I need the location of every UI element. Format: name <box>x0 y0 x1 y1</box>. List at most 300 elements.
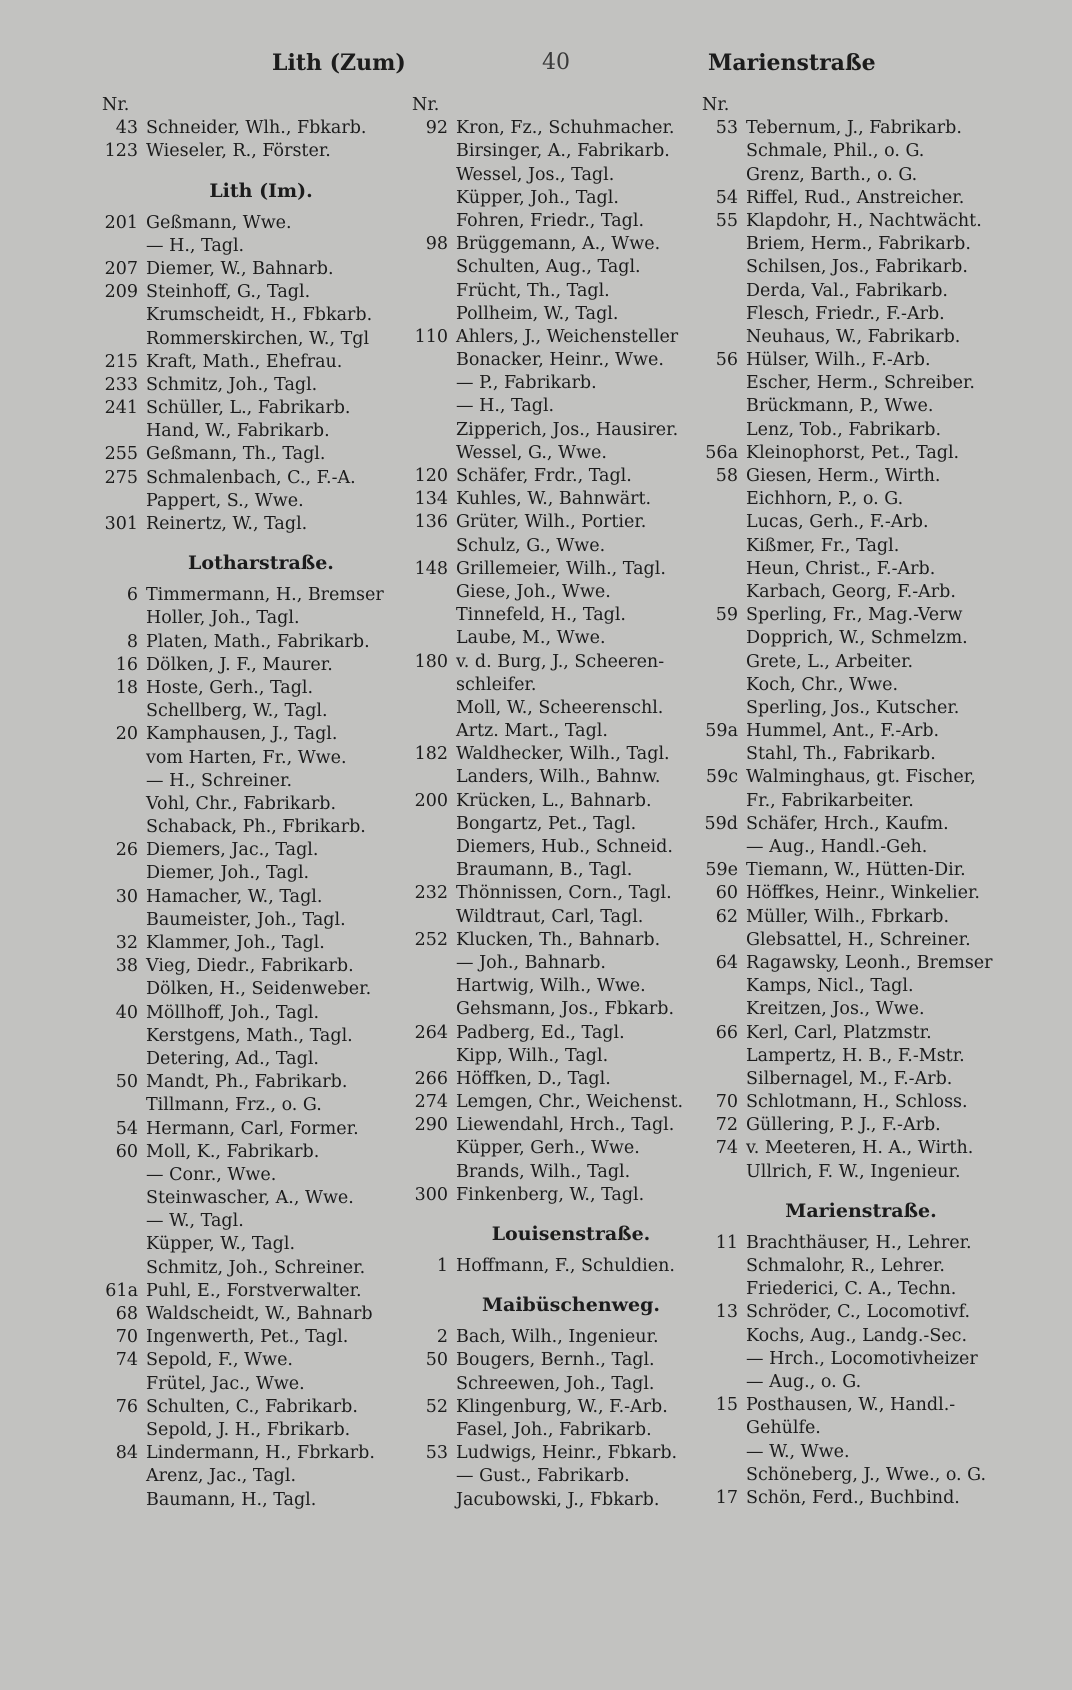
directory-entry <box>102 258 420 281</box>
resident-entry: Posthausen, W., Handl.- <box>746 1395 956 1416</box>
resident-entry: Hermann, Carl, Former. <box>146 1118 359 1139</box>
directory-entry <box>102 955 420 978</box>
resident-entry: Schellberg, W., Tagl. <box>146 701 328 722</box>
directory-entry <box>412 651 730 674</box>
resident-entry: Grüter, Wilh., Portier. <box>456 512 647 533</box>
resident-entry: vom Harten, Fr., Wwe. <box>146 747 347 768</box>
street-heading: Louisenstraße. <box>491 1223 651 1245</box>
directory-entry <box>702 1091 1020 1114</box>
resident-entry: Landers, Wilh., Bahnw. <box>456 767 661 788</box>
directory-entry <box>702 813 1020 836</box>
directory-entry <box>102 281 420 304</box>
directory-entry <box>702 674 1020 697</box>
resident-entry: Fasel, Joh., Fabrikarb. <box>456 1419 652 1440</box>
resident-entry: Hoste, Gerh., Tagl. <box>146 677 314 698</box>
directory-entry <box>412 1326 730 1349</box>
house-number: 16 <box>115 654 138 675</box>
directory-entry <box>102 1442 420 1465</box>
resident-entry: Müller, Wilh., Fbrkarb. <box>746 906 950 927</box>
house-number: 136 <box>414 512 448 533</box>
resident-entry: Gehsmann, Jos., Fbkarb. <box>456 999 675 1020</box>
house-number: 13 <box>715 1302 738 1323</box>
directory-entry <box>702 1114 1020 1137</box>
house-number: 148 <box>414 558 448 579</box>
house-number: 98 <box>425 234 448 255</box>
house-number: 59e <box>705 860 738 881</box>
directory-entry <box>412 280 730 303</box>
directory-entry <box>102 1002 420 1025</box>
resident-entry: Pappert, S., Wwe. <box>146 490 304 511</box>
resident-entry: — Aug., o. G. <box>746 1371 862 1392</box>
resident-entry: Waldscheidt, W., Bahnarb <box>146 1304 373 1324</box>
house-number: 182 <box>414 744 448 765</box>
resident-entry: Baumann, H., Tagl. <box>146 1489 317 1510</box>
directory-entry <box>412 836 730 859</box>
resident-entry: Ingenwerth, Pet., Tagl. <box>146 1327 349 1348</box>
directory-entry <box>702 1045 1020 1068</box>
directory-entry <box>102 839 420 862</box>
directory-entry <box>412 720 730 743</box>
directory-entry <box>412 1091 730 1114</box>
house-number: 123 <box>104 141 138 162</box>
directory-entry <box>702 1278 1020 1301</box>
page-number: 40 <box>542 50 570 75</box>
resident-entry: Schröder, C., Locomotivf. <box>746 1302 971 1323</box>
house-number: 52 <box>425 1396 448 1417</box>
directory-entry <box>102 793 420 816</box>
resident-entry: Wessel, G., Wwe. <box>456 442 607 463</box>
directory-entry <box>412 326 730 349</box>
house-number: 264 <box>414 1022 448 1043</box>
house-number: 60 <box>115 1141 138 1162</box>
directory-entry <box>102 374 420 397</box>
directory-entry <box>102 1025 420 1048</box>
directory-entry <box>412 558 730 581</box>
house-number: 59a <box>705 721 738 742</box>
house-number: 18 <box>115 677 138 698</box>
directory-entry <box>412 395 730 418</box>
resident-entry: Schulten, C., Fabrikarb. <box>146 1396 358 1417</box>
directory-entry <box>702 442 1020 465</box>
resident-entry: Stahl, Th., Fabrikarb. <box>746 744 936 765</box>
directory-entry <box>412 1349 730 1372</box>
house-number: 8 <box>126 631 138 652</box>
resident-entry: Diemer, W., Bahnarb. <box>146 258 334 279</box>
directory-entry <box>702 627 1020 650</box>
directory-entry <box>702 1487 1020 1510</box>
house-number: 43 <box>115 118 138 139</box>
directory-entry <box>102 1071 420 1094</box>
directory-entry <box>102 607 420 630</box>
resident-entry: Ahlers, J., Weichensteller <box>456 326 679 347</box>
resident-entry: Bougers, Bernh., Tagl. <box>456 1350 655 1371</box>
resident-entry: Schüller, L., Fabrikarb. <box>146 398 351 419</box>
resident-entry: Küpper, W., Tagl. <box>146 1234 296 1255</box>
resident-entry: Höffken, D., Tagl. <box>456 1068 611 1089</box>
resident-entry: Höffkes, Heinr., Winkelier. <box>746 883 980 904</box>
resident-entry: Koch, Chr., Wwe. <box>746 674 899 695</box>
resident-entry: Güllering, P. J., F.-Arb. <box>746 1115 941 1136</box>
directory-entry <box>102 1164 420 1187</box>
resident-entry: Riffel, Rud., Anstreicher. <box>746 187 965 208</box>
house-number: 255 <box>104 444 138 465</box>
resident-entry: Schön, Ferd., Buchbind. <box>746 1487 960 1508</box>
directory-entry <box>102 1118 420 1141</box>
directory-entry <box>102 1233 420 1256</box>
directory-entry <box>702 1394 1020 1417</box>
resident-entry: Wessel, Jos., Tagl. <box>456 164 615 185</box>
resident-entry: Laube, M., Wwe. <box>456 628 606 649</box>
resident-entry: Silbernagel, M., F.-Arb. <box>746 1068 953 1089</box>
column-nr-label: Nr. <box>702 95 730 115</box>
resident-entry: — Joh., Bahnarb. <box>456 952 606 973</box>
directory-entry <box>702 280 1020 303</box>
directory-entry <box>412 1465 730 1488</box>
directory-entry <box>702 210 1020 233</box>
directory-entry <box>102 235 420 258</box>
house-number: 58 <box>715 466 738 486</box>
house-number: 62 <box>715 906 738 927</box>
resident-entry: Schaback, Ph., Fbrikarb. <box>146 817 366 838</box>
directory-entry <box>702 349 1020 372</box>
house-number: 300 <box>414 1184 448 1205</box>
resident-entry: Wieseler, R., Förster. <box>146 141 331 162</box>
directory-entry <box>702 975 1020 998</box>
resident-entry: Krumscheidt, H., Fbkarb. <box>146 305 373 326</box>
house-number: 50 <box>425 1350 448 1371</box>
house-number: 275 <box>104 467 138 488</box>
directory-entry <box>102 1210 420 1233</box>
resident-entry: Puhl, E., Forstverwalter. <box>146 1280 362 1301</box>
resident-entry: Schlotmann, H., Schloss. <box>746 1092 968 1113</box>
house-number: 68 <box>115 1304 138 1324</box>
resident-entry: Dölken, J. F., Maurer. <box>146 654 333 675</box>
directory-entry <box>412 1022 730 1045</box>
directory-entry <box>412 929 730 952</box>
street-heading: Maibüschenweg. <box>482 1294 660 1317</box>
resident-entry: Kamps, Nicl., Tagl. <box>746 976 914 997</box>
directory-entry <box>102 420 420 443</box>
directory-entry <box>702 859 1020 882</box>
house-number: 40 <box>115 1002 138 1023</box>
directory-entry <box>702 256 1020 279</box>
street-heading: Lith (Im). <box>209 179 313 202</box>
resident-entry: Krücken, L., Bahnarb. <box>456 790 652 811</box>
directory-entry <box>412 1184 730 1207</box>
resident-entry: Geßmann, Th., Tagl. <box>146 444 326 465</box>
house-number: 56 <box>715 350 738 371</box>
resident-entry: Glebsattel, H., Schreiner. <box>746 929 971 950</box>
directory-entry <box>412 1255 730 1278</box>
directory-entry <box>102 584 420 607</box>
resident-entry: Schulten, Aug., Tagl. <box>456 257 641 278</box>
street-heading: Lotharstraße. <box>188 552 334 575</box>
resident-entry: Reinertz, W., Tagl. <box>146 514 308 534</box>
house-number: 92 <box>425 118 448 139</box>
resident-entry: Grillemeier, Wilh., Tagl. <box>456 558 666 579</box>
resident-entry: Wildtraut, Carl, Tagl. <box>456 906 644 927</box>
resident-entry: Tinnefeld, H., Tagl. <box>456 605 626 626</box>
directory-entry <box>702 766 1020 789</box>
directory-entry <box>702 697 1020 720</box>
directory-entry <box>102 1187 420 1210</box>
directory-entry <box>702 233 1020 256</box>
directory-entry <box>412 419 730 442</box>
resident-entry: Tiemann, W., Hütten-Dir. <box>746 860 966 881</box>
directory-entry <box>102 490 420 513</box>
house-number: 64 <box>715 952 738 973</box>
resident-entry: Walminghaus, gt. Fischer, <box>746 767 976 788</box>
resident-entry: Eichhorn, P., o. G. <box>746 489 904 510</box>
resident-entry: Ullrich, F. W., Ingenieur. <box>746 1161 961 1182</box>
resident-entry: Grete, L., Arbeiter. <box>746 651 914 672</box>
resident-entry: Kraft, Math., Ehefrau. <box>146 351 343 372</box>
directory-entry <box>102 1280 420 1303</box>
directory-entry <box>412 1396 730 1419</box>
directory-entry <box>102 654 420 677</box>
resident-entry: Lucas, Gerh., F.-Arb. <box>746 512 929 533</box>
resident-entry: Kreitzen, Jos., Wwe. <box>746 999 925 1020</box>
directory-entry <box>412 627 730 650</box>
house-number: 11 <box>715 1232 738 1253</box>
directory-entry <box>412 674 730 697</box>
directory-entry <box>412 210 730 233</box>
directory-entry <box>412 140 730 163</box>
resident-entry: — W., Wwe. <box>746 1441 850 1462</box>
house-number: 200 <box>414 790 448 811</box>
directory-entry <box>102 631 420 654</box>
resident-entry: Timmermann, H., Bremser <box>146 585 384 606</box>
column-3 <box>702 94 1020 1510</box>
house-number: 54 <box>715 187 738 208</box>
directory-entry <box>102 1489 420 1512</box>
house-number: 134 <box>414 489 448 510</box>
directory-entry <box>102 1048 420 1071</box>
directory-entry <box>702 558 1020 581</box>
resident-entry: Klucken, Th., Bahnarb. <box>456 929 661 950</box>
directory-entry <box>412 604 730 627</box>
resident-entry: — Conr., Wwe. <box>146 1164 277 1185</box>
column-nr-label: Nr. <box>412 95 440 115</box>
directory-entry <box>702 488 1020 511</box>
house-number: 110 <box>414 326 448 347</box>
house-number: 70 <box>715 1092 738 1113</box>
directory-entry <box>702 372 1020 395</box>
house-number: 301 <box>104 514 138 534</box>
house-number: 274 <box>414 1092 448 1113</box>
resident-entry: Schmale, Phil., o. G. <box>746 141 925 162</box>
house-number: 2 <box>436 1327 448 1348</box>
directory-entry <box>412 1161 730 1184</box>
house-number: 55 <box>715 210 738 231</box>
house-number: 17 <box>715 1487 738 1508</box>
directory-entry <box>702 743 1020 766</box>
resident-entry: — P., Fabrikarb. <box>456 373 597 394</box>
resident-entry: Sperling, Jos., Kutscher. <box>746 697 960 718</box>
house-number: 59d <box>704 813 738 834</box>
resident-entry: Schilsen, Jos., Fabrikarb. <box>746 257 968 278</box>
house-number: 180 <box>414 651 448 672</box>
resident-entry: Padberg, Ed., Tagl. <box>456 1022 625 1043</box>
directory-entry <box>102 816 420 839</box>
directory-entry <box>102 1326 420 1349</box>
house-number: 38 <box>115 956 138 977</box>
directory-entry <box>412 813 730 836</box>
house-number: 26 <box>115 840 138 861</box>
directory-entry <box>412 1114 730 1137</box>
resident-entry: — Aug., Handl.-Geh. <box>746 837 928 857</box>
directory-entry <box>102 1465 420 1488</box>
resident-entry: Klammer, Joh., Tagl. <box>146 933 325 953</box>
resident-entry: Kerstgens, Math., Tagl. <box>146 1025 353 1046</box>
house-number: 6 <box>126 585 138 606</box>
resident-entry: Karbach, Georg, F.-Arb. <box>746 581 956 602</box>
directory-entry <box>412 581 730 604</box>
directory-entry <box>702 1441 1020 1464</box>
resident-entry: Frütel, Jac., Wwe. <box>146 1373 305 1394</box>
resident-entry: Schmalohr, R., Lehrer. <box>746 1256 945 1276</box>
house-number: 50 <box>115 1072 138 1093</box>
directory-entry <box>702 1232 1020 1255</box>
resident-entry: Derda, Val., Fabrikarb. <box>746 280 948 301</box>
house-number: 30 <box>115 886 138 907</box>
resident-entry: Rommerskirchen, W., Tgl <box>146 328 370 349</box>
house-number: 74 <box>115 1350 138 1371</box>
directory-entry <box>702 326 1020 349</box>
directory-entry <box>102 304 420 327</box>
directory-entry <box>412 952 730 975</box>
directory-entry <box>412 766 730 789</box>
resident-entry: Schreewen, Joh., Tagl. <box>456 1373 655 1394</box>
house-number: 215 <box>104 351 138 372</box>
resident-entry: Küpper, Gerh., Wwe. <box>456 1138 640 1159</box>
column-2 <box>412 94 730 1512</box>
directory-entry <box>102 1419 420 1442</box>
resident-entry: Detering, Ad., Tagl. <box>146 1048 319 1069</box>
resident-entry: Brückmann, P., Wwe. <box>746 396 934 417</box>
resident-entry: Schöneberg, J., Wwe., o. G. <box>746 1464 987 1485</box>
directory-entry <box>102 1094 420 1117</box>
resident-entry: Hülser, Wilh., F.-Arb. <box>746 350 931 371</box>
directory-entry <box>102 212 420 235</box>
resident-entry: Friederici, C. A., Techn. <box>746 1279 957 1300</box>
house-number: 290 <box>414 1115 448 1136</box>
directory-entry <box>702 140 1020 163</box>
directory-entry <box>412 1419 730 1442</box>
directory-entry <box>412 349 730 372</box>
directory-entry <box>702 511 1020 534</box>
resident-entry: schleifer. <box>456 674 537 695</box>
resident-entry: Holler, Joh., Tagl. <box>146 608 300 629</box>
house-number: 76 <box>115 1396 138 1417</box>
resident-entry: Mandt, Ph., Fabrikarb. <box>146 1072 348 1093</box>
resident-entry: Hamacher, W., Tagl. <box>146 886 323 907</box>
directory-entry <box>702 906 1020 929</box>
directory-entry <box>412 465 730 488</box>
resident-entry: Platen, Math., Fabrikarb. <box>146 631 370 652</box>
directory-entry <box>702 581 1020 604</box>
resident-entry: Kron, Fz., Schuhmacher. <box>456 118 675 139</box>
resident-entry: Klapdohr, H., Nachtwächt. <box>746 210 982 231</box>
resident-entry: Diemers, Hub., Schneid. <box>456 837 673 857</box>
directory-entry <box>412 535 730 558</box>
resident-entry: Fr., Fabrikarbeiter. <box>746 790 914 811</box>
house-number: 72 <box>715 1115 738 1136</box>
resident-entry: Diemers, Jac., Tagl. <box>146 840 319 861</box>
resident-entry: v. d. Burg, J., Scheeren- <box>456 651 665 672</box>
house-number: 241 <box>104 398 138 419</box>
resident-entry: Kamphausen, J., Tagl. <box>146 724 338 745</box>
resident-entry: Frücht, Th., Tagl. <box>456 280 610 301</box>
resident-entry: Giesen, Herm., Wirth. <box>746 466 941 486</box>
resident-entry: Schmitz, Joh., Tagl. <box>146 374 318 395</box>
directory-entry <box>102 700 420 723</box>
resident-entry: Vieg, Diedr., Fabrikarb. <box>146 956 354 977</box>
directory-entry <box>702 419 1020 442</box>
directory-entry <box>702 1348 1020 1371</box>
house-number: 59 <box>715 605 738 626</box>
directory-entry <box>102 1141 420 1164</box>
directory-entry <box>412 164 730 187</box>
resident-entry: Tillmann, Frz., o. G. <box>146 1095 322 1116</box>
resident-entry: Steinwascher, A., Wwe. <box>146 1188 354 1209</box>
directory-entry <box>412 1373 730 1396</box>
directory-entry <box>412 1068 730 1091</box>
house-number: 53 <box>425 1443 448 1464</box>
house-number: 66 <box>715 1022 738 1043</box>
directory-entry <box>412 975 730 998</box>
directory-entry <box>102 862 420 885</box>
house-number: 266 <box>414 1068 448 1089</box>
directory-entry <box>102 932 420 955</box>
directory-entry <box>702 395 1020 418</box>
resident-entry: Birsinger, A., Fabrikarb. <box>456 141 670 162</box>
resident-entry: Hand, W., Fabrikarb. <box>146 421 330 442</box>
resident-entry: — W., Tagl. <box>146 1211 244 1232</box>
resident-entry: Schulz, G., Wwe. <box>456 535 606 556</box>
resident-entry: Dopprich, W., Schmelzm. <box>746 628 968 649</box>
resident-entry: Schäfer, Hrch., Kaufm. <box>746 813 949 834</box>
resident-entry: Neuhaus, W., Fabrikarb. <box>746 326 961 347</box>
resident-entry: Hummel, Ant., F.-Arb. <box>746 721 940 742</box>
header-right-title: Marienstraße <box>708 50 876 76</box>
directory-entry <box>412 998 730 1021</box>
resident-entry: Kißmer, Fr., Tagl. <box>746 535 900 556</box>
directory-entry <box>412 1137 730 1160</box>
house-number: 120 <box>414 466 448 486</box>
directory-entry <box>702 1371 1020 1394</box>
directory-entry <box>702 836 1020 859</box>
resident-entry: Escher, Herm., Schreiber. <box>746 373 975 394</box>
house-number: 207 <box>104 258 138 279</box>
directory-entry <box>702 1417 1020 1440</box>
resident-entry: Möllhoff, Joh., Tagl. <box>146 1002 320 1023</box>
resident-entry: Lenz, Tob., Fabrikarb. <box>746 419 942 440</box>
resident-entry: Bongartz, Pet., Tagl. <box>456 813 637 834</box>
directory-entry <box>102 747 420 770</box>
directory-entry <box>702 303 1020 326</box>
directory-entry <box>102 140 420 163</box>
directory-entry <box>102 1303 420 1326</box>
directory-entry <box>412 303 730 326</box>
house-number: 201 <box>104 212 138 233</box>
resident-entry: Diemer, Joh., Tagl. <box>146 863 310 884</box>
resident-entry: Lindermann, H., Fbrkarb. <box>146 1443 375 1464</box>
resident-entry: Kipp, Wilh., Tagl. <box>456 1045 609 1066</box>
directory-entry <box>702 651 1020 674</box>
resident-entry: Artz. Mart., Tagl. <box>456 721 608 742</box>
directory-entry <box>102 886 420 909</box>
